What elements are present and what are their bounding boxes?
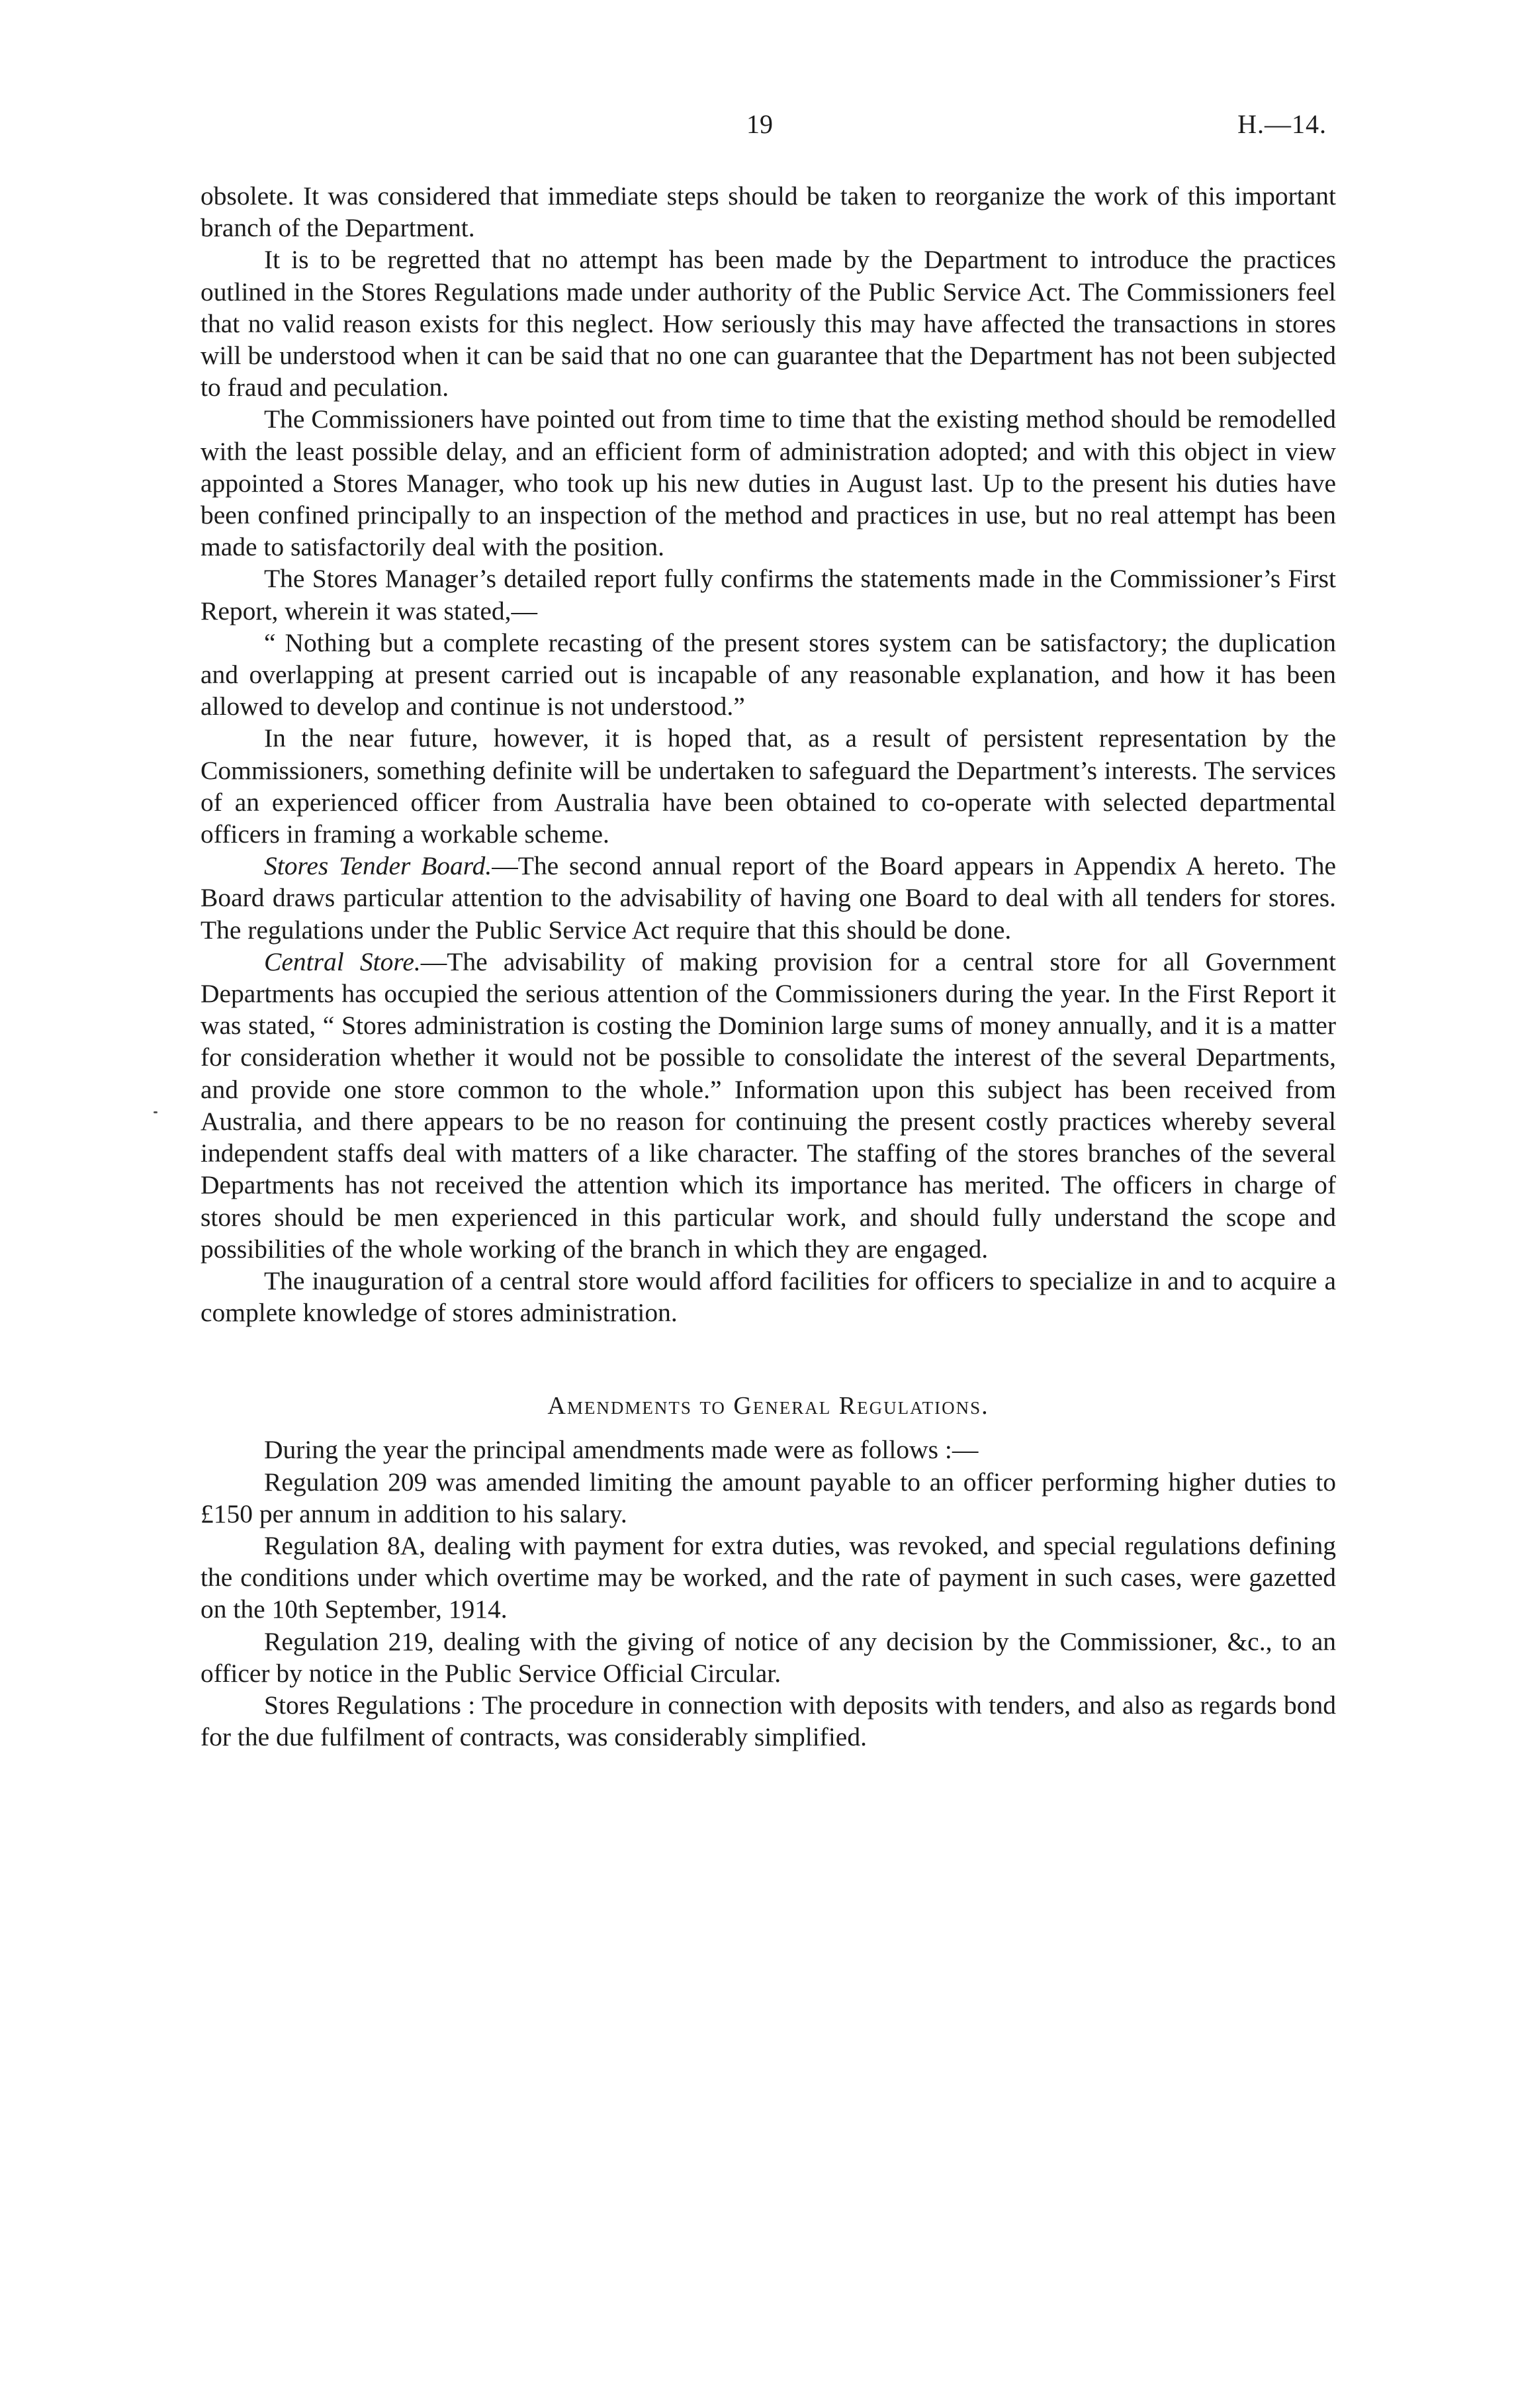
quoted-first-report: “ Nothing but a complete recasting of the present stores system can be satisfactory; the duplication and overlapping at present carried out is incapable of any reasonable explanation, and how it has been allowed to develop and continue is not understood.”: [201, 627, 1336, 721]
paragraph-obsolete: obsolete. It was considered that immediate steps should be taken to reorganize the work of this important branch of the Department.: [201, 181, 1336, 243]
amendment-regulation-8a: Regulation 8A, dealing with payment for extra duties, was revoked, and special regulations defining the conditions under which overtime may be worked, and the rate of payment in such cases, were gazetted on the 10th September, 1914.: [201, 1530, 1336, 1624]
amendments-intro: During the year the principal amendments made were as follows :—: [264, 1435, 979, 1465]
stores-tender-board-text: —The second annual report of the Board appears in Appendix A hereto. The Board draws particular attention to the advisability of having one Board to deal with all tenders for stores. The regulations under the Public Service Act require that this should be done.: [201, 851, 1336, 945]
paragraph-central-store-closing: The inauguration of a central store would afford facilities for officers to specialize in and to acquire a complete knowledge of stores administration.: [201, 1266, 1336, 1328]
amendment-regulation-219: Regulation 219, dealing with the giving of notice of any decision by the Commissioner, &c., to an officer by notice in the Public Service Official Circular.: [201, 1626, 1336, 1688]
paragraph-near-future: In the near future, however, it is hoped that, as a result of persistent representation by the Commissioners, something definite will be undertaken to safeguard the Department’s interests. The services of an experienced officer from Australia have been obtained to co-operate with selected departmental officers in framing a workable scheme.: [201, 723, 1336, 849]
central-store-heading: Central Store.: [264, 947, 421, 976]
paragraph-stores-tender-board: [201, 850, 1336, 946]
margin-mark: [154, 1111, 157, 1113]
amendment-regulation-209: Regulation 209 was amended limiting the amount payable to an officer performing higher duties to £150 per annum in addition to his salary.: [201, 1467, 1336, 1528]
amendment-stores-regulations: Stores Regulations : The procedure in connection with deposits with tenders, and also as regards bond for the due fulfilment of contracts, was considerably simplified.: [201, 1690, 1336, 1752]
page-number: 19: [746, 109, 773, 139]
document-reference: H.—14.: [1237, 109, 1327, 139]
stores-tender-board-heading: Stores Tender Board.: [264, 851, 492, 881]
central-store-text: —The advisability of making provision for a central store for all Government Departments has occupied the serious attention of the Commissioners during the year. In the First Report it was stated, “ Stores administration is costing the Dominion large sums of money annually, and it is a matter for consideration whether it would not be possible to consolidate the interest of the several Departments, and provide one store common to the whole.” Information upon this subject has been received from Australia, and there appears to be no reason for continuing the present costly practices whereby several independent staffs deal with matters of a like character. The staffing of the stores branches of the several Departments has not received the attention which its importance has merited. The officers in charge of stores should be men experienced in this particular work, and should fully understand the scope and possibilities of the whole working of the branch in which they are engaged.: [201, 947, 1336, 1264]
page-header: [0, 109, 1516, 148]
page-body: [201, 180, 1336, 1753]
paragraph-central-store: [201, 946, 1336, 1265]
paragraph-stores-regulations: It is to be regretted that no attempt has been made by the Department to introduce the practices outlined in the Stores Regulations made under authority of the Public Service Act. The Commissioners feel that no valid reason exists for this neglect. How seriously this may have affected the transactions in stores will be understood when it can be said that no one can guarantee that the Department has not been subjected to fraud and peculation.: [201, 245, 1336, 402]
paragraph-manager-report: The Stores Manager’s detailed report fully confirms the statements made in the Commissioner’s First Report, wherein it was stated,—: [201, 564, 1336, 625]
amendments-section-heading: Amendments to General Regulations.: [547, 1392, 989, 1420]
paragraph-stores-manager: The Commissioners have pointed out from time to time that the existing method should be remodelled with the least possible delay, and an efficient form of administration adopted; and with this object in view appointed a Stores Manager, who took up his new duties in August last. Up to the present his duties have been confined principally to an inspection of the method and practices in use, but no real attempt has been made to satisfactorily deal with the position.: [201, 404, 1336, 562]
